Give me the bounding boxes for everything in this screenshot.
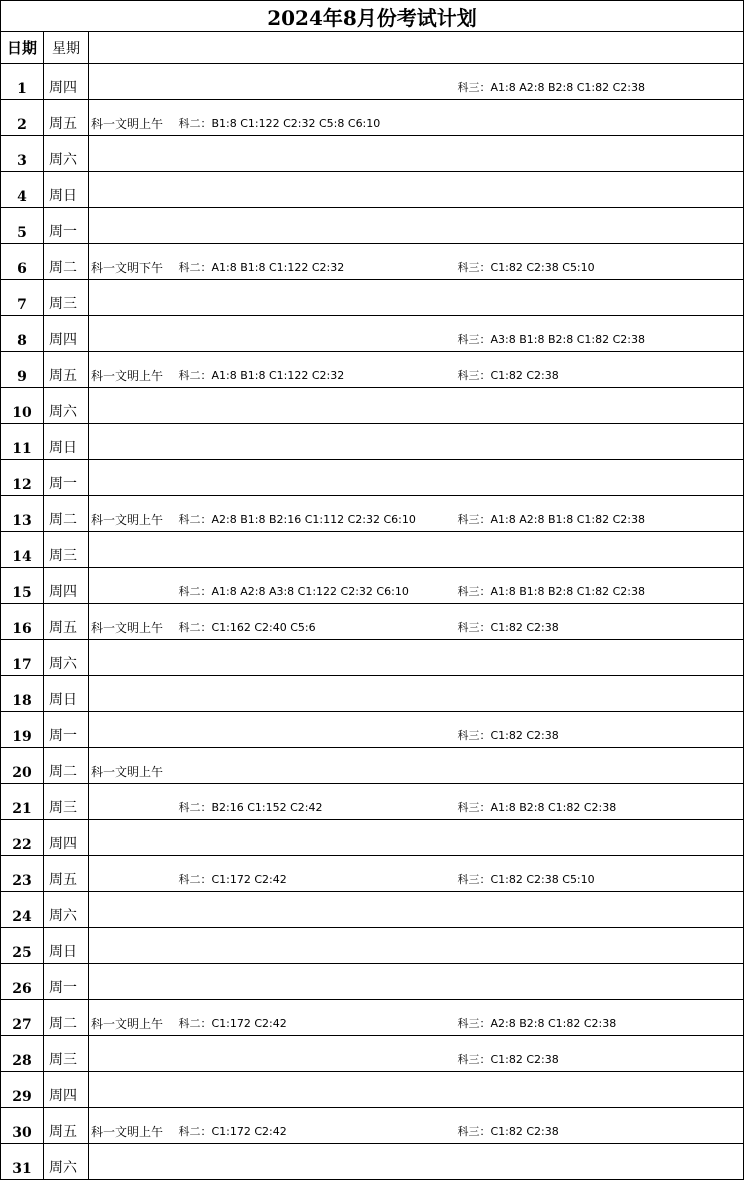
subject1-cell [89,1144,177,1180]
subject2-cell: 科二：A1:8 B1:8 C1:122 C2:32 [177,352,456,388]
table-row [1,244,744,280]
table-row [1,424,744,460]
header-weekday: 星期 [44,32,89,64]
day-cell: 27 [1,1000,44,1036]
table-row [1,1144,744,1180]
table-row [1,964,744,1000]
subject1-cell [89,712,177,748]
subject1-cell [89,280,177,316]
table-row [1,136,744,172]
subject3-cell: 科三：A3:8 B1:8 B2:8 C1:82 C2:38 [456,316,744,352]
subject3-cell [456,640,744,676]
subject1-cell [89,136,177,172]
subject2-cell: 科二：B1:8 C1:122 C2:32 C5:8 C6:10 [177,100,456,136]
subject3-cell: 科三：C1:82 C2:38 [456,1036,744,1072]
subject1-cell [89,820,177,856]
day-cell: 17 [1,640,44,676]
subject3-cell: 科三：A1:8 B2:8 C1:82 C2:38 [456,784,744,820]
weekday-cell: 周三 [44,280,89,316]
table-row [1,496,744,532]
day-cell: 13 [1,496,44,532]
subject3-cell: 科三：C1:82 C2:38 [456,352,744,388]
subject2-cell [177,460,456,496]
header-blank [89,32,744,64]
subject1-cell [89,460,177,496]
subject3-cell: 科三：A1:8 A2:8 B2:8 C1:82 C2:38 [456,64,744,100]
subject1-cell [89,424,177,460]
subject3-cell [456,460,744,496]
subject3-cell [456,820,744,856]
subject2-cell: 科二：C1:172 C2:42 [177,1108,456,1144]
subject2-cell [177,316,456,352]
day-cell: 29 [1,1072,44,1108]
table-row [1,712,744,748]
table-row [1,1036,744,1072]
subject1-cell [89,208,177,244]
subject2-cell: 科二：C1:172 C2:42 [177,856,456,892]
subject2-cell [177,172,456,208]
subject1-cell [89,532,177,568]
weekday-cell: 周一 [44,712,89,748]
day-cell: 5 [1,208,44,244]
table-row [1,676,744,712]
subject1-cell [89,892,177,928]
table-row [1,352,744,388]
weekday-cell: 周五 [44,352,89,388]
subject2-cell: 科二：A2:8 B1:8 B2:16 C1:112 C2:32 C6:10 [177,496,456,532]
day-cell: 28 [1,1036,44,1072]
weekday-cell: 周日 [44,172,89,208]
table-row [1,928,744,964]
subject2-cell [177,1144,456,1180]
weekday-cell: 周五 [44,856,89,892]
day-cell: 11 [1,424,44,460]
weekday-cell: 周日 [44,676,89,712]
weekday-cell: 周三 [44,784,89,820]
table-row [1,1072,744,1108]
subject2-cell: 科二：A1:8 A2:8 A3:8 C1:122 C2:32 C6:10 [177,568,456,604]
subject2-cell [177,964,456,1000]
weekday-cell: 周四 [44,1072,89,1108]
subject2-cell [177,1036,456,1072]
subject2-cell [177,64,456,100]
subject3-cell: 科三：C1:82 C2:38 C5:10 [456,856,744,892]
day-cell: 16 [1,604,44,640]
day-cell: 4 [1,172,44,208]
subject1-cell: 科一文明下午 [89,244,177,280]
weekday-cell: 周二 [44,1000,89,1036]
subject1-cell: 科一文明上午 [89,748,177,784]
page-title: 2024年8月份考试计划 [1,1,744,32]
table-row [1,64,744,100]
weekday-cell: 周四 [44,820,89,856]
subject3-cell [456,676,744,712]
day-cell: 23 [1,856,44,892]
weekday-cell: 周二 [44,496,89,532]
weekday-cell: 周一 [44,208,89,244]
subject1-cell [89,964,177,1000]
subject3-cell [456,748,744,784]
subject3-cell [456,100,744,136]
day-cell: 30 [1,1108,44,1144]
table-row [1,568,744,604]
subject1-cell: 科一文明上午 [89,1108,177,1144]
subject3-cell [456,892,744,928]
subject1-cell [89,784,177,820]
table-row [1,280,744,316]
subject2-cell [177,388,456,424]
table-row [1,856,744,892]
subject1-cell: 科一文明上午 [89,1000,177,1036]
subject2-cell [177,928,456,964]
subject2-cell [177,820,456,856]
subject1-cell [89,928,177,964]
weekday-cell: 周五 [44,100,89,136]
table-row [1,604,744,640]
weekday-cell: 周六 [44,1144,89,1180]
subject2-cell [177,532,456,568]
weekday-cell: 周六 [44,640,89,676]
day-cell: 14 [1,532,44,568]
subject1-cell: 科一文明上午 [89,352,177,388]
weekday-cell: 周二 [44,748,89,784]
day-cell: 1 [1,64,44,100]
weekday-cell: 周六 [44,892,89,928]
subject3-cell: 科三：A1:8 B1:8 B2:8 C1:82 C2:38 [456,568,744,604]
subject1-cell: 科一文明上午 [89,100,177,136]
subject1-cell [89,316,177,352]
day-cell: 15 [1,568,44,604]
weekday-cell: 周五 [44,1108,89,1144]
table-row [1,892,744,928]
subject3-cell [456,964,744,1000]
weekday-cell: 周一 [44,964,89,1000]
subject1-cell [89,1072,177,1108]
day-cell: 26 [1,964,44,1000]
subject3-cell [456,1144,744,1180]
day-cell: 7 [1,280,44,316]
subject3-cell: 科三：C1:82 C2:38 [456,604,744,640]
day-cell: 6 [1,244,44,280]
day-cell: 2 [1,100,44,136]
subject3-cell: 科三：C1:82 C2:38 [456,1108,744,1144]
subject1-cell [89,64,177,100]
subject1-cell [89,568,177,604]
subject2-cell [177,280,456,316]
weekday-cell: 周四 [44,64,89,100]
table-row [1,1000,744,1036]
table-row [1,100,744,136]
subject2-cell: 科二：A1:8 B1:8 C1:122 C2:32 [177,244,456,280]
table-row [1,532,744,568]
subject2-cell [177,712,456,748]
subject1-cell [89,172,177,208]
subject2-cell [177,136,456,172]
table-row [1,172,744,208]
subject1-cell: 科一文明上午 [89,604,177,640]
subject2-cell [177,640,456,676]
subject1-cell [89,388,177,424]
weekday-cell: 周一 [44,460,89,496]
subject3-cell [456,1072,744,1108]
table-row [1,640,744,676]
subject2-cell [177,748,456,784]
subject3-cell: 科三：C1:82 C2:38 [456,712,744,748]
day-cell: 20 [1,748,44,784]
weekday-cell: 周四 [44,316,89,352]
weekday-cell: 周日 [44,424,89,460]
table-row [1,316,744,352]
weekday-cell: 周六 [44,388,89,424]
subject2-cell [177,1072,456,1108]
subject3-cell [456,280,744,316]
table-row [1,820,744,856]
subject3-cell [456,172,744,208]
subject2-cell [177,892,456,928]
table-row [1,784,744,820]
day-cell: 24 [1,892,44,928]
weekday-cell: 周三 [44,1036,89,1072]
subject2-cell: 科二：C1:172 C2:42 [177,1000,456,1036]
weekday-cell: 周二 [44,244,89,280]
weekday-cell: 周五 [44,604,89,640]
subject3-cell [456,388,744,424]
subject2-cell [177,424,456,460]
table-row [1,748,744,784]
subject3-cell [456,208,744,244]
subject1-cell [89,676,177,712]
weekday-cell: 周六 [44,136,89,172]
day-cell: 25 [1,928,44,964]
weekday-cell: 周四 [44,568,89,604]
subject2-cell [177,676,456,712]
day-cell: 21 [1,784,44,820]
table-row [1,208,744,244]
table-row [1,460,744,496]
weekday-cell: 周日 [44,928,89,964]
subject2-cell: 科二：B2:16 C1:152 C2:42 [177,784,456,820]
day-cell: 22 [1,820,44,856]
day-cell: 19 [1,712,44,748]
day-cell: 12 [1,460,44,496]
subject3-cell [456,136,744,172]
subject3-cell [456,424,744,460]
table-row [1,1108,744,1144]
subject1-cell: 科一文明上午 [89,496,177,532]
day-cell: 31 [1,1144,44,1180]
day-cell: 9 [1,352,44,388]
day-cell: 10 [1,388,44,424]
subject3-cell: 科三：A2:8 B2:8 C1:82 C2:38 [456,1000,744,1036]
header-day: 日期 [1,32,44,64]
subject3-cell [456,928,744,964]
day-cell: 8 [1,316,44,352]
day-cell: 18 [1,676,44,712]
table-row [1,388,744,424]
subject2-cell [177,208,456,244]
subject3-cell: 科三：C1:82 C2:38 C5:10 [456,244,744,280]
subject1-cell [89,856,177,892]
day-cell: 3 [1,136,44,172]
subject1-cell [89,640,177,676]
subject3-cell [456,532,744,568]
subject3-cell: 科三：A1:8 A2:8 B1:8 C1:82 C2:38 [456,496,744,532]
subject2-cell: 科二：C1:162 C2:40 C5:6 [177,604,456,640]
subject1-cell [89,1036,177,1072]
weekday-cell: 周三 [44,532,89,568]
